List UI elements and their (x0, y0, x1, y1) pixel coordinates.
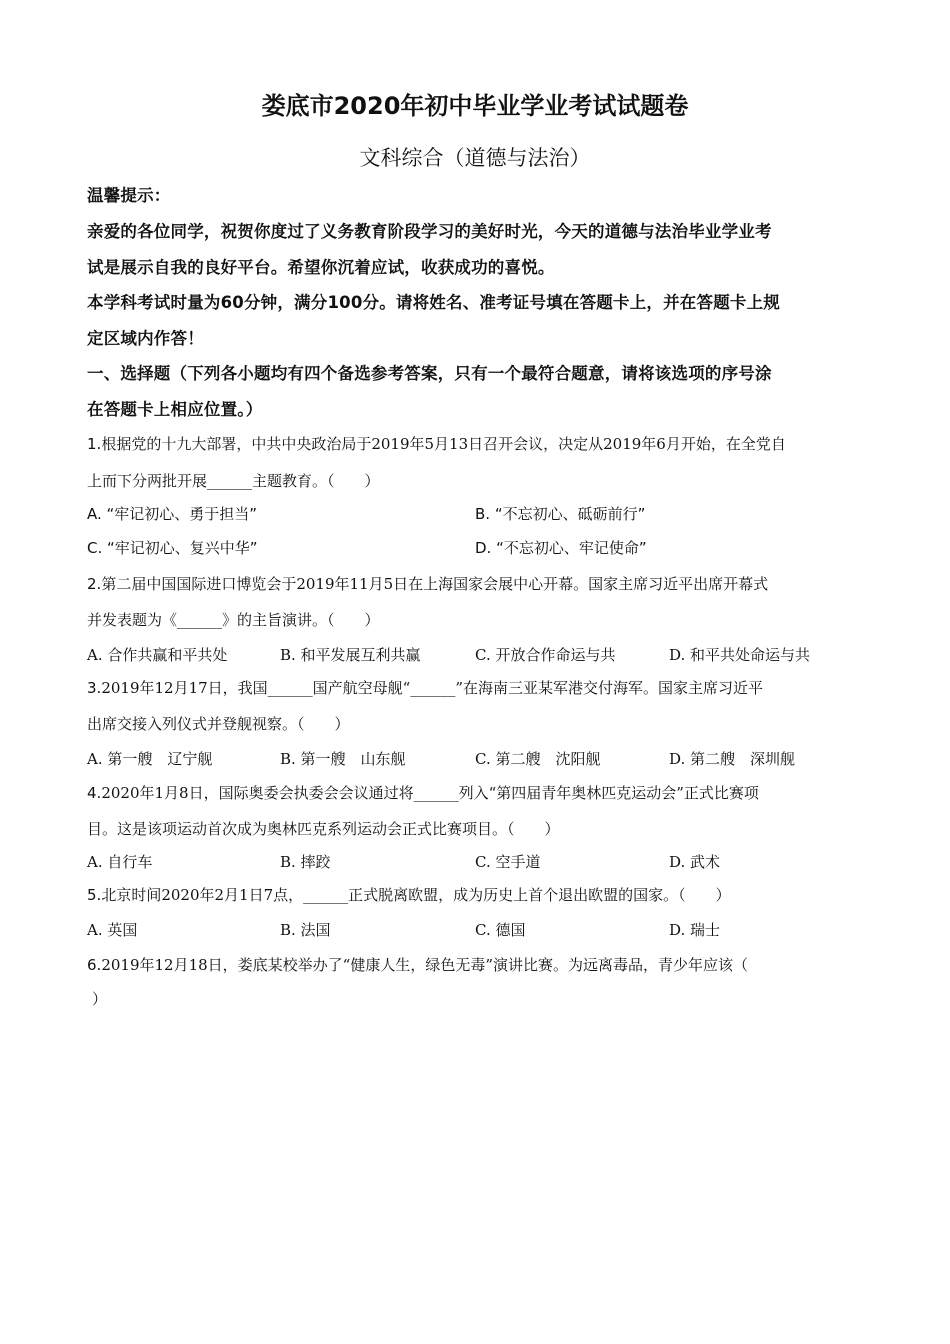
question-3-option-d: D. 第二艘 深圳舰 (669, 750, 796, 768)
question-5-option-c: C. 德国 (475, 921, 526, 939)
question-5-option-a: A. 英国 (87, 921, 138, 939)
question-2-option-a: A. 合作共赢和平共处 (87, 646, 228, 664)
tips-label: 温馨提示： (87, 186, 171, 205)
tips-para2-line1: 本学科考试时量为60分钟，满分100分。请将姓名、准考证号填在答题卡上，并在答题卡上规 (87, 293, 781, 312)
question-2-option-c: C. 开放合作命运与共 (475, 646, 616, 664)
question-3-option-c: C. 第二艘 沈阳舰 (475, 750, 601, 768)
question-3-option-b: B. 第一艘 山东舰 (280, 750, 406, 768)
question-6-line1: 6.2019年12月18日，娄底某校举办了“健康人生，绿色无毒”演讲比赛。为远离毒品，青少年应该（ (87, 956, 749, 974)
question-3-option-a: A. 第一艘 辽宁舰 (87, 750, 213, 768)
question-3-line1: 3.2019年12月17日，我国______国产航空母舰“______”在海南三亚某军港交付海军。国家主席习近平 (87, 679, 764, 697)
question-1-option-d: D. “不忘初心、牢记使命” (475, 539, 647, 557)
exam-title: 娄底市2020年初中毕业学业考试试题卷 (261, 92, 689, 120)
question-number: 1. (87, 435, 102, 453)
question-2-option-d: D. 和平共处命运与共 (669, 646, 811, 664)
section-heading-line1: 一、选择题（下列各小题均有四个备选参考答案，只有一个最符合题意，请将该选项的序号涂 (87, 364, 772, 383)
tips-para2-line2: 定区域内作答！ (87, 329, 204, 348)
tips-para1-line1: 亲爱的各位同学，祝贺你度过了义务教育阶段学习的美好时光，今天的道德与法治毕业学业考 (87, 222, 772, 241)
question-5-option-b: B. 法国 (280, 921, 331, 939)
question-number: 3. (87, 679, 102, 697)
question-4-option-d: D. 武术 (669, 853, 721, 871)
question-number: 6. (87, 956, 102, 974)
question-5-line1: 5.北京时间2020年2月1日7点，______正式脱离欧盟，成为历史上首个退出欧盟的国家。（ ） (87, 886, 731, 904)
question-1-line1: 1.根据党的十九大部署，中共中央政治局于2019年5月13日召开会议，决定从2019年6月开始，在全党自 (87, 435, 786, 453)
tips-para1-line2: 试是展示自我的良好平台。希望你沉着应试，收获成功的喜悦。 (87, 258, 555, 277)
exam-subtitle: 文科综合（道德与法治） (359, 146, 591, 170)
question-1-line2: 上而下分两批开展______主题教育。（ ） (87, 472, 380, 490)
question-4-option-c: C. 空手道 (475, 853, 541, 871)
question-2-line2: 并发表题为《______》的主旨演讲。（ ） (87, 611, 380, 629)
question-number: 4. (87, 784, 102, 802)
question-4-option-a: A. 自行车 (87, 853, 153, 871)
question-4-option-b: B. 摔跤 (280, 853, 331, 871)
question-1-option-c: C. “牢记初心、复兴中华” (87, 539, 258, 557)
question-number: 2. (87, 575, 102, 593)
question-2-option-b: B. 和平发展互利共赢 (280, 646, 421, 664)
question-2-line1: 2.第二届中国国际进口博览会于2019年11月5日在上海国家会展中心开幕。国家主席习近平出席开幕式 (87, 575, 769, 593)
question-4-line1: 4.2020年1月8日，国际奥委会执委会会议通过将______列入“第四届青年奥林匹克运动会”正式比赛项 (87, 784, 759, 802)
question-1-option-b: B. “不忘初心、砥砺前行” (475, 505, 646, 523)
question-6-line2: ） (92, 990, 108, 1008)
question-5-option-d: D. 瑞士 (669, 921, 721, 939)
question-number: 5. (87, 886, 102, 904)
question-4-line2: 目。这是该项运动首次成为奥林匹克系列运动会正式比赛项目。（ ） (87, 820, 560, 838)
section-heading-line2: 在答题卡上相应位置。） (87, 400, 263, 419)
question-3-line2: 出席交接入列仪式并登舰视察。（ ） (87, 715, 350, 733)
question-1-option-a: A. “牢记初心、勇于担当” (87, 505, 258, 523)
